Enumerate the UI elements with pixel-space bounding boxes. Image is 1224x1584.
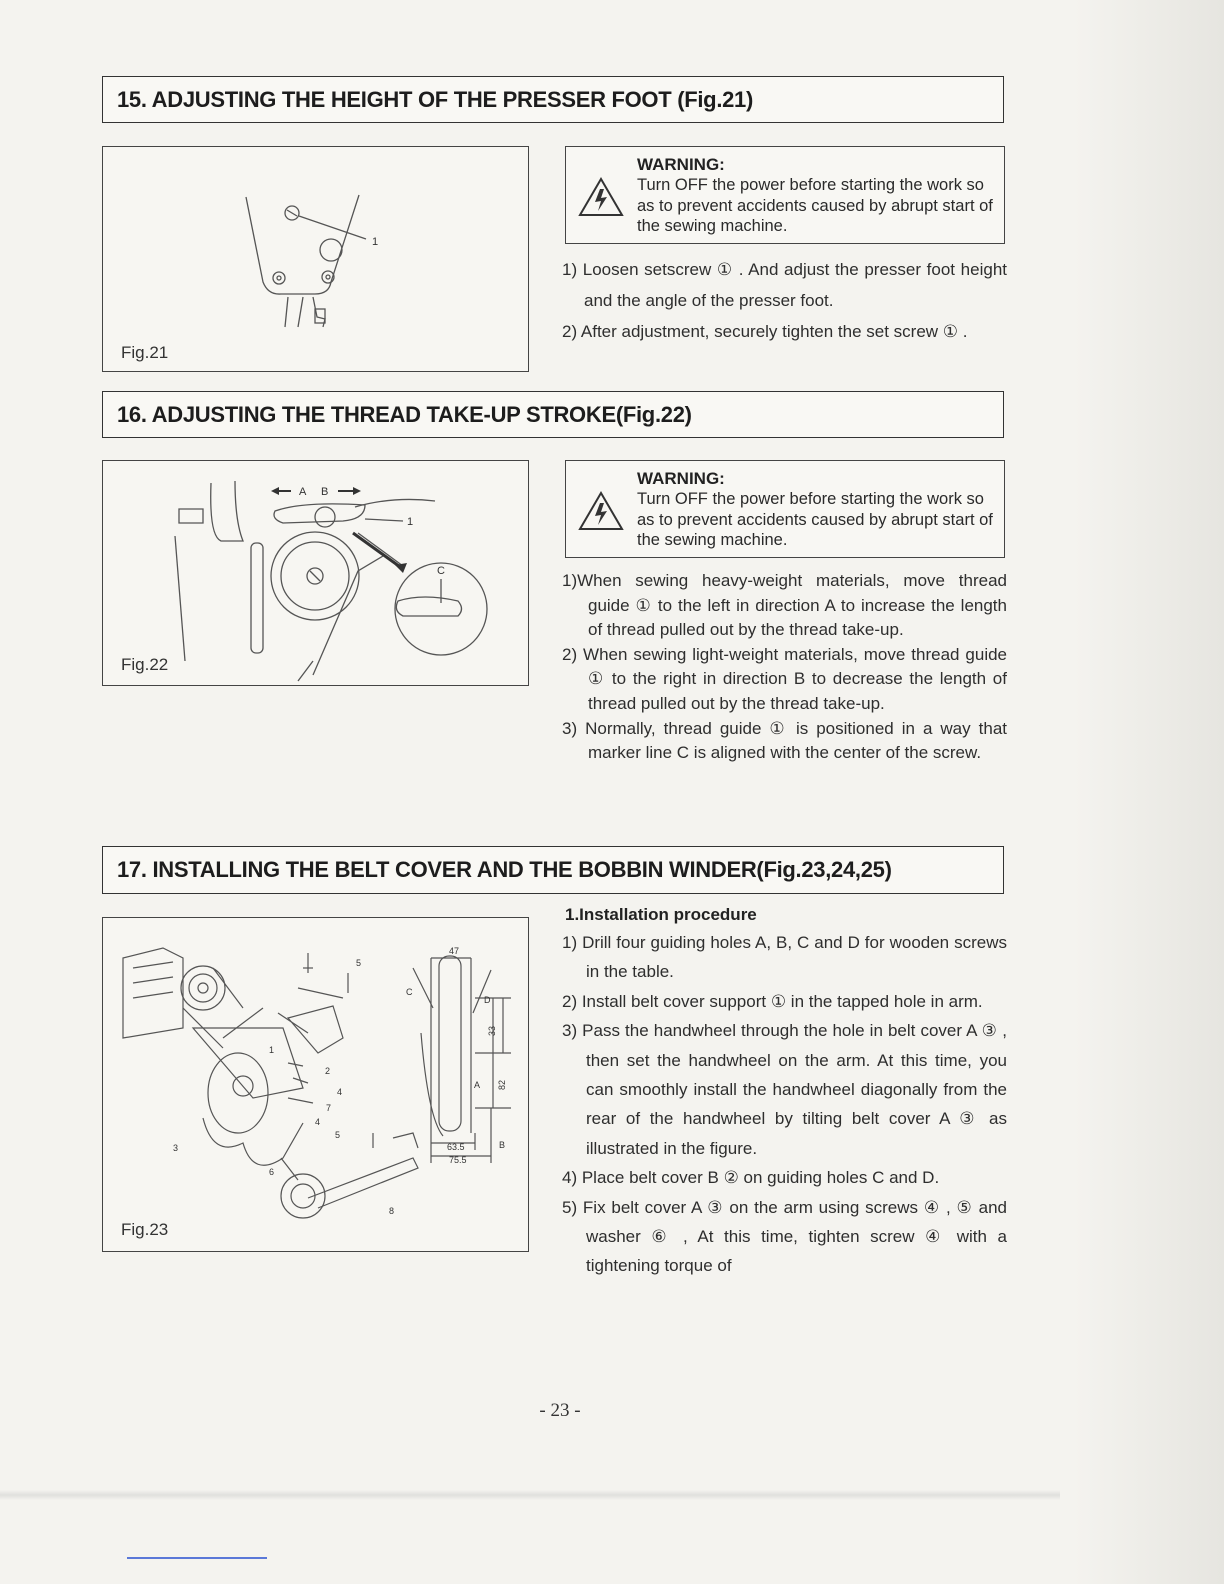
figure-23-label: 82 — [497, 1079, 507, 1090]
list-item: 4) Place belt cover B ② on guiding holes C and D. — [562, 1168, 940, 1188]
figure-22-illustration — [103, 461, 530, 687]
list-item: 1) Drill four guiding holes A, B, C and D for wooden screws in the table. — [562, 933, 1007, 982]
steps-list-15 — [562, 254, 1007, 347]
figure-23-label: 33 — [487, 1025, 497, 1036]
figure-23-label: D — [484, 995, 491, 1005]
steps-list-17 — [562, 928, 1007, 1281]
steps-list-16 — [562, 569, 1007, 766]
figure-23-label: A — [474, 1080, 481, 1090]
warning-text: Turn OFF the power before starting the work so as to prevent accidents caused by abrupt start of the sewing machine. — [637, 176, 993, 235]
figure-23-label: 4 — [337, 1087, 343, 1097]
warning-text: Turn OFF the power before starting the work so as to prevent accidents caused by abrupt start of the sewing machine. — [637, 490, 993, 549]
figure-23-label: 1 — [269, 1045, 275, 1055]
figure-23-label: 8 — [389, 1206, 395, 1216]
section-15-title: 15. ADJUSTING THE HEIGHT OF THE PRESSER FOOT (Fig.21) — [117, 86, 754, 112]
section-17-title: 17. INSTALLING THE BELT COVER AND THE BOBBIN WINDER(Fig.23,24,25) — [117, 857, 892, 882]
figure-23-label: 6 — [269, 1167, 275, 1177]
figure-22-label-1: 1 — [407, 516, 414, 528]
figure-23-label: 47 — [449, 946, 460, 956]
section-17-header — [102, 846, 1004, 894]
section-16-header — [102, 391, 1004, 438]
warning-box-15 — [565, 146, 1005, 244]
page-edge-shadow — [1074, 0, 1224, 1584]
figure-23-caption: Fig.23 — [121, 1220, 169, 1239]
figure-23-label: 5 — [356, 958, 362, 968]
figure-21-illustration — [103, 147, 530, 373]
list-item: 1)When sewing heavy-weight materials, move thread guide ① to the left in direction A to increase the length of thread pulled out by the thread take-up. — [562, 571, 1007, 640]
figure-23-label: 7 — [326, 1103, 332, 1113]
list-item: 2) When sewing light-weight materials, move thread guide ① to the right in direction B to decrease the length of thread pulled out by the thread take-up. — [562, 644, 1007, 713]
figure-23 — [102, 917, 529, 1252]
figure-22-caption: Fig.22 — [121, 655, 169, 674]
warning-triangle-icon — [578, 491, 624, 531]
installation-procedure-heading: 1.Installation procedure — [565, 905, 757, 924]
list-item: 2) After adjustment, securely tighten the set screw ① . — [562, 322, 968, 341]
list-item: 2) Install belt cover support ① in the tapped hole in arm. — [562, 991, 983, 1011]
figure-22-label-B: B — [321, 486, 329, 498]
list-item: 5) Fix belt cover A ③ on the arm using screws ④ , ⑤ and washer ⑥ , At this time, tighten screw ④ with a tightening torque of — [562, 1197, 1007, 1276]
section-16-title: 16. ADJUSTING THE THREAD TAKE-UP STROKE(Fig.22) — [117, 401, 692, 427]
figure-21 — [102, 146, 529, 372]
figure-23-illustration — [103, 918, 530, 1253]
list-item: 3) Normally, thread guide ① is positioned in a way that marker line C is aligned with the center of the screw. — [562, 718, 1007, 763]
underline-mark — [127, 1557, 267, 1559]
figure-23-label: 63.5 — [447, 1142, 465, 1152]
list-item: 3) Pass the handwheel through the hole in belt cover A ③ , then set the handwheel on the arm. At this time, you can smoothly install the handwheel diagonally from the rear of the handwheel by tilting belt cover A ③ as illustrated in the figure. — [562, 1021, 1007, 1158]
warning-triangle-icon — [578, 177, 624, 217]
figure-23-label: 5 — [335, 1130, 341, 1140]
figure-21-caption: Fig.21 — [121, 343, 169, 362]
figure-23-label: 3 — [173, 1143, 179, 1153]
figure-23-label: B — [499, 1140, 506, 1150]
figure-22-label-C: C — [437, 565, 445, 577]
scan-artifact — [0, 1490, 1060, 1500]
warning-box-16 — [565, 460, 1005, 558]
figure-22 — [102, 460, 529, 686]
section-15-header — [102, 76, 1004, 123]
warning-title: WARNING: — [637, 469, 725, 488]
page-number: - 23 - — [539, 1400, 581, 1421]
warning-title: WARNING: — [637, 155, 725, 174]
figure-23-label: 2 — [325, 1066, 331, 1076]
figure-23-label: 75.5 — [449, 1155, 467, 1165]
figure-21-label-1: 1 — [372, 236, 379, 248]
figure-22-label-A: A — [299, 486, 307, 498]
list-item: 1) Loosen setscrew ① . And adjust the presser foot height and the angle of the presser foot. — [562, 260, 1007, 310]
figure-23-label: 4 — [315, 1117, 321, 1127]
figure-23-label: C — [406, 987, 413, 997]
